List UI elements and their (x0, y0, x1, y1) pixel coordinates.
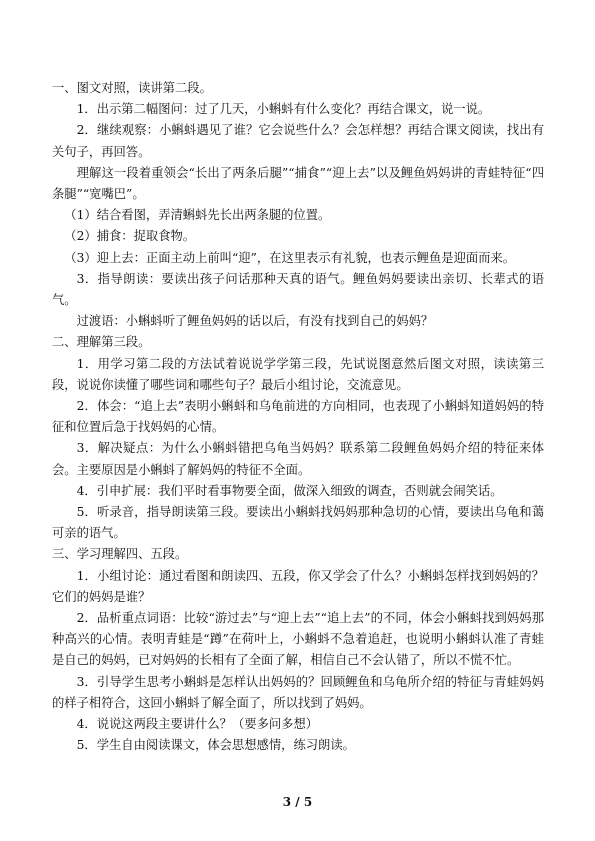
paragraph: 2．体会：“追上去”表明小蝌蚪和乌龟前进的方向相同，也表现了小蝌蚪知道妈妈的特征和位置后急于找妈妈的心情。 (52, 399, 544, 435)
paragraph: 5．学生自由阅读课文，体会思想感情，练习朗读。 (76, 738, 355, 753)
paragraph: 4．引申扩展：我们平时看事物要全面，做深入细致的调查，否则就会闹笑话。 (76, 483, 503, 498)
paragraph: 2．继续观察：小蝌蚪遇见了谁？它会说些什么？会怎样想？再结合课文阅读，找出有关句子，再回答。 (52, 123, 544, 159)
section-heading-3: 三、学习理解四、五段。 (52, 547, 188, 562)
section-heading-2: 二、理解第三段。 (52, 335, 151, 350)
paragraph: 4．说说这两段主要讲什么？（要多问多想） (76, 717, 319, 732)
section-heading-1: 一、图文对照，读讲第二段。 (52, 81, 212, 95)
sub-item: （2）捕食：捉取食物。 (64, 229, 196, 244)
paragraph: 5．听录音，指导朗读第三段。要读出小蝌蚪找妈妈那种急切的心情，要读出乌龟和蔼可亲的语气。 (52, 505, 544, 541)
sub-item: （3）迎上去：正面主动上前叫“迎”，在这里表示有礼貌，也表示鲤鱼是迎面而来。 (64, 250, 516, 265)
paragraph: 1．出示第二幅图问：过了几天，小蝌蚪有什么变化？再结合课文，说一说。 (76, 102, 491, 117)
document-body (52, 78, 544, 757)
sub-item: （1）结合看图，弄清蝌蚪先长出两条腿的位置。 (64, 208, 331, 223)
paragraph: 1．用学习第二段的方法试着说说学学第三段，先试说图意然后图文对照，读读第三段，说说你读懂了哪些词和哪些句子？最后小组讨论，交流意见。 (52, 356, 544, 392)
page-number: 3 / 5 (282, 795, 313, 809)
paragraph: 理解这一段着重领会“长出了两条后腿”“捕食”“迎上去”以及鲤鱼妈妈讲的青蛙特征“四条腿”“宽嘴巴”。 (52, 165, 544, 202)
paragraph: 3．指导朗读：要读出孩子问话那种天真的语气。鲤鱼妈妈要读出亲切、长辈式的语气。 (52, 271, 544, 308)
paragraph: 1．小组讨论：通过看图和朗读四、五段，你又学会了什么？小蝌蚪怎样找到妈妈的？它们的妈妈是谁？ (52, 568, 544, 604)
paragraph: 3．引导学生思考小蝌蚪是怎样认出妈妈的？回顾鲤鱼和乌龟所介绍的特征与青蛙妈妈的样子相符合，这回小蝌蚪了解全面了，所以找到了妈妈。 (52, 674, 544, 710)
paragraph: 2．品析重点词语：比较“游过去”与“迎上去”“追上去”的不同，体会小蝌蚪找到妈妈那种高兴的心情。表明青蛙是“蹲”在荷叶上，小蝌蚪不急着追赶，也说明小蝌蚪认准了青蛙是自己的妈妈，已对妈妈的长相有了全面了解，相信自己不会认错了，所以不慌不忙。 (52, 611, 544, 668)
paragraph: 过渡语：小蝌蚪听了鲤鱼妈妈的话以后，有没有找到自己的妈妈？ (76, 314, 434, 329)
paragraph: 3．解决疑点：为什么小蝌蚪错把乌龟当妈妈？联系第二段鲤鱼妈妈介绍的特征来体会。主要原因是小蝌蚪了解妈妈的特征不全面。 (52, 441, 544, 477)
